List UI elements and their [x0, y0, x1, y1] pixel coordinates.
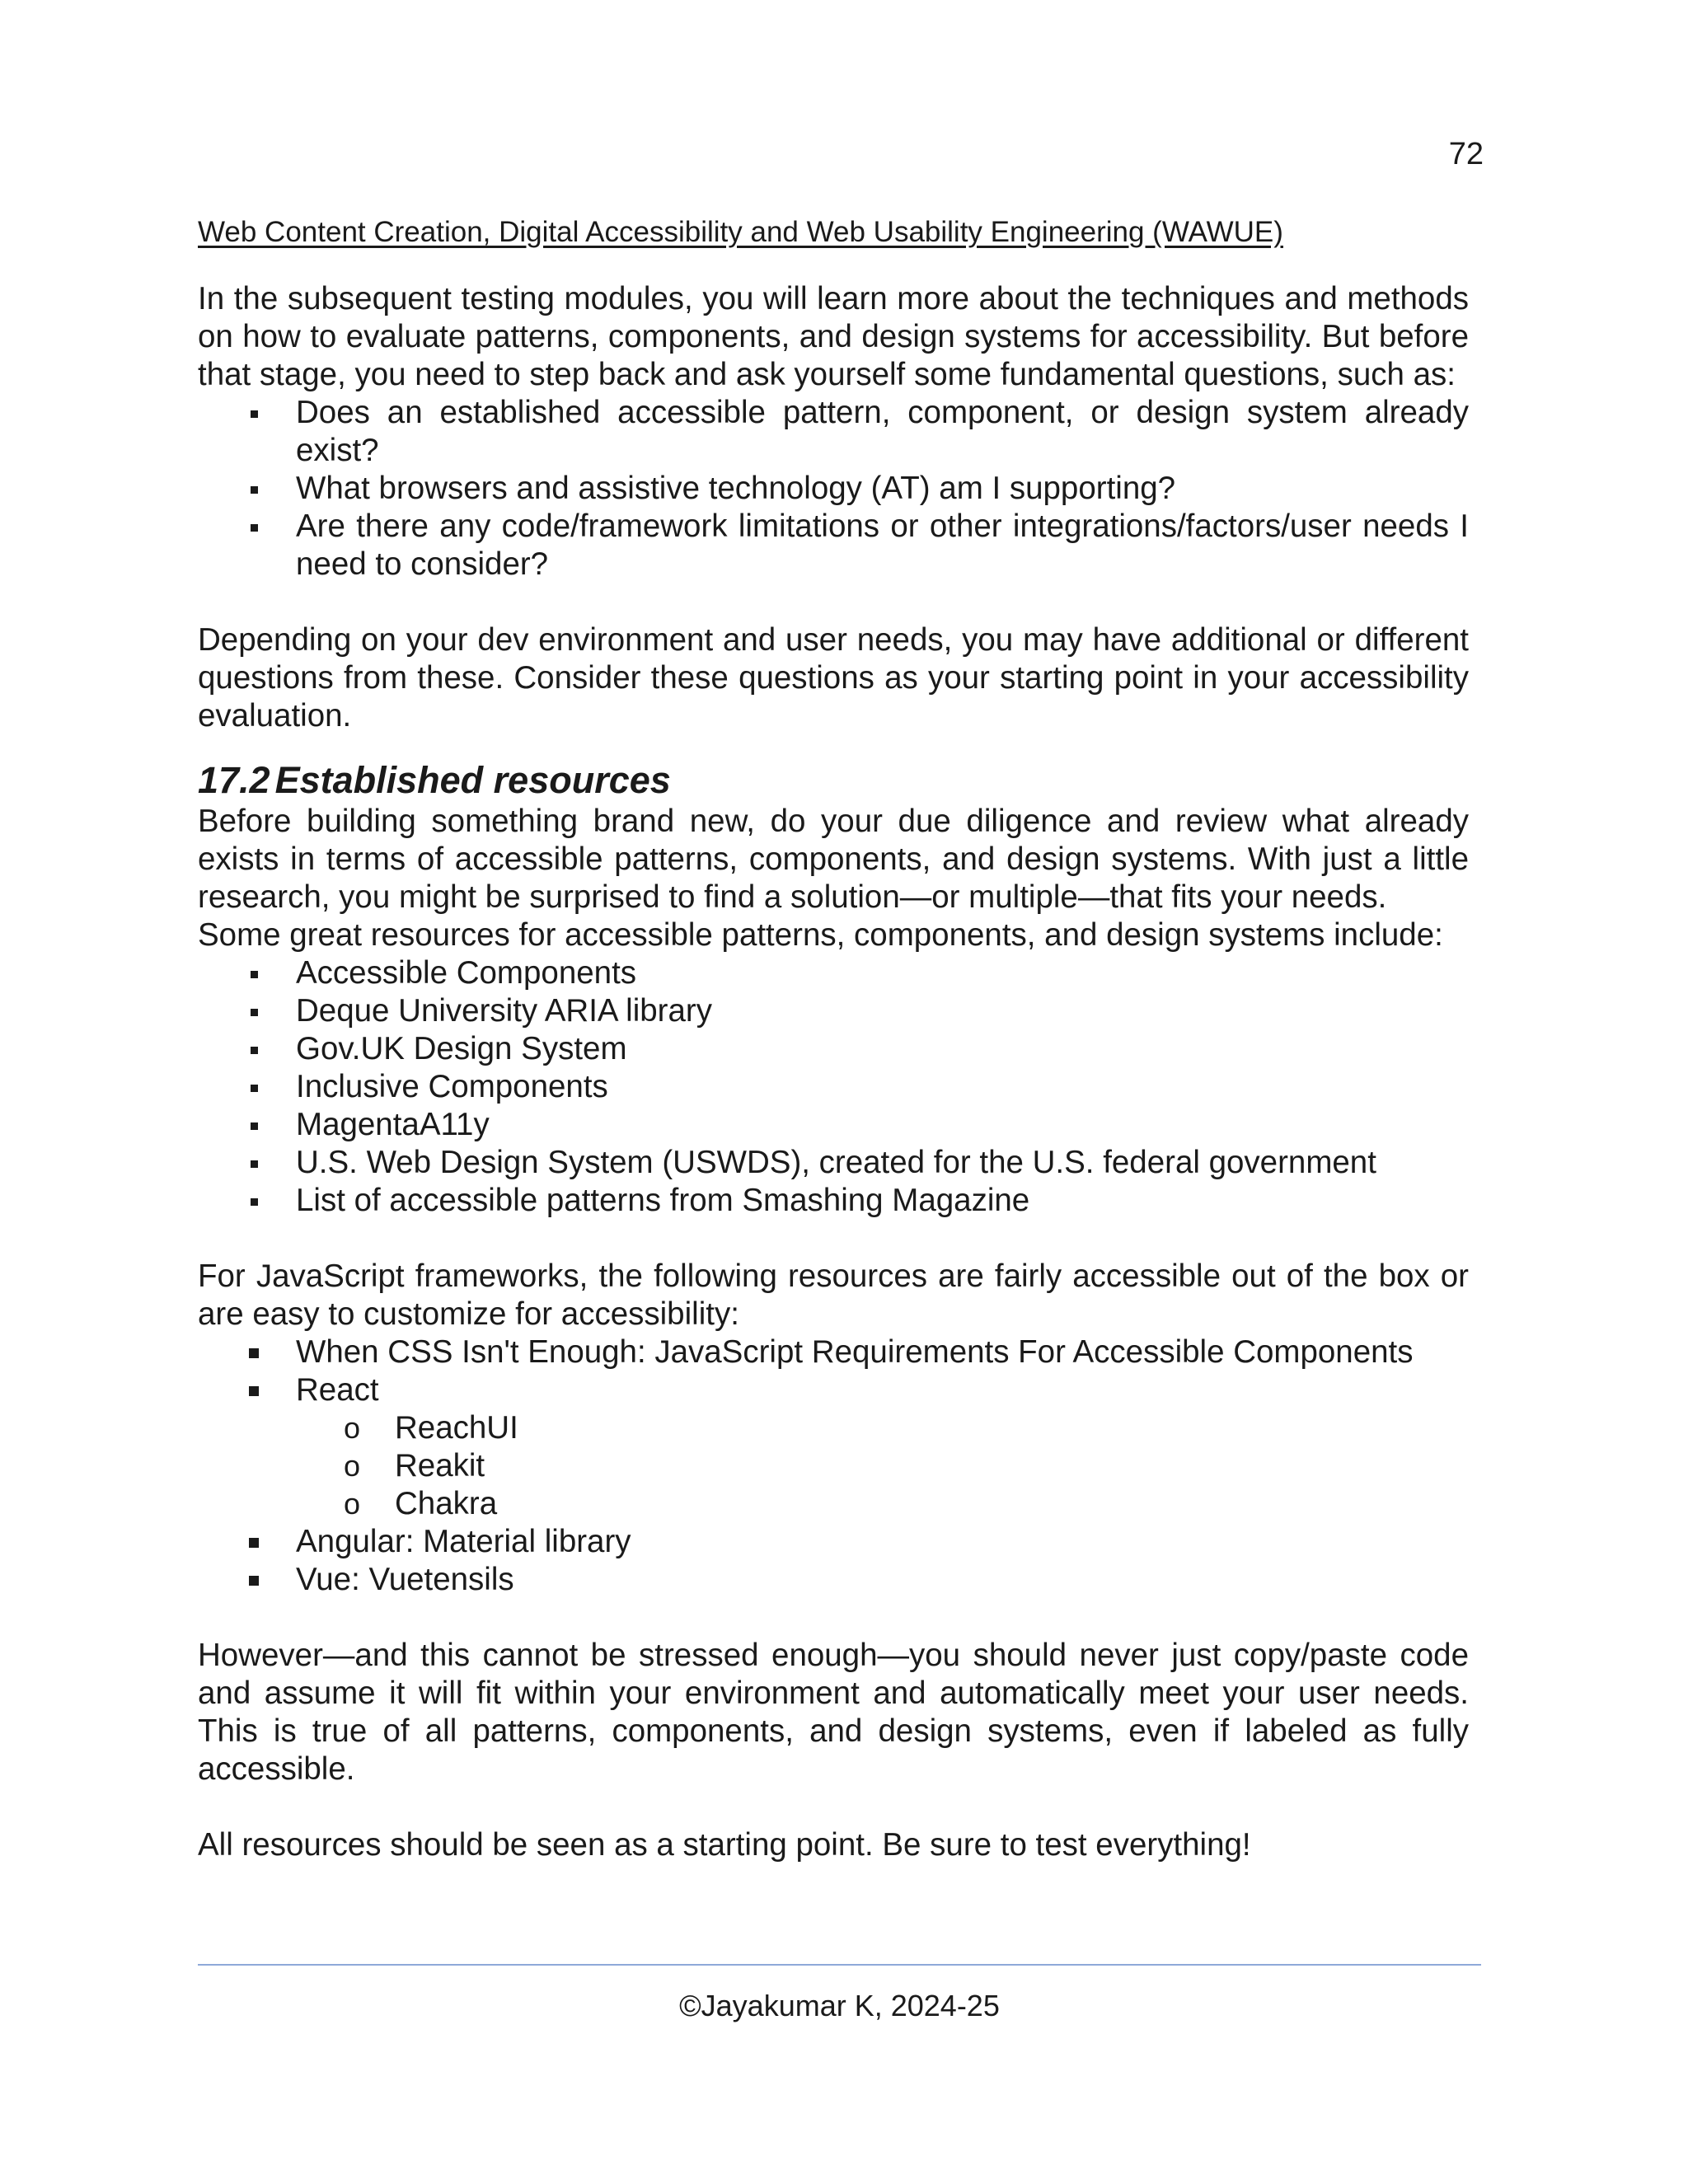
- list-item: Vue: Vuetensils: [198, 1561, 1469, 1599]
- react-sublist: [198, 1409, 1469, 1523]
- footer-copyright: ©Jayakumar K, 2024-25: [679, 1989, 1000, 2022]
- section-title: Established resources: [274, 759, 671, 801]
- sublist-item: o Chakra: [198, 1485, 1469, 1523]
- running-header: Web Content Creation, Digital Accessibility and Web Usability Engineering (WAWUE): [198, 216, 1283, 248]
- list-item: Are there any code/framework limitations or other integrations/factors/user needs I need to consider?: [198, 508, 1469, 583]
- page-content: [198, 280, 1469, 1864]
- resources-intro: Some great resources for accessible patterns, components, and design systems include:: [198, 917, 1443, 953]
- list-item: Does an established accessible pattern, component, or design system already exist?: [198, 394, 1469, 470]
- list-item: Angular: Material library: [198, 1523, 1469, 1561]
- closing-paragraph: All resources should be seen as a starting point. Be sure to test everything!: [198, 1827, 1251, 1863]
- followup-paragraph: Depending on your dev environment and user needs, you may have additional or different questions from these. Consider these questions as your starting point in your accessibility evaluation.: [198, 622, 1469, 733]
- section-heading: [198, 758, 1469, 803]
- list-item: U.S. Web Design System (USWDS), created for the U.S. federal government: [198, 1144, 1469, 1182]
- list-item: Inclusive Components: [198, 1068, 1469, 1106]
- questions-list: [198, 394, 1469, 583]
- list-item-label: React: [296, 1372, 379, 1408]
- sublist-item: o Reakit: [198, 1447, 1469, 1485]
- js-intro-paragraph: For JavaScript frameworks, the following resources are fairly accessible out of the box or are easy to customize for accessibility:: [198, 1258, 1469, 1332]
- caution-paragraph: However—and this cannot be stressed enough—you should never just copy/paste code and assume it will fit within your environment and automatically meet your user needs. This is true of all patterns, components, and design systems, even if labeled as fully accessible.: [198, 1638, 1469, 1787]
- js-resources-list: [198, 1333, 1469, 1599]
- resources-list: [198, 954, 1469, 1220]
- list-item: When CSS Isn't Enough: JavaScript Requirements For Accessible Components: [198, 1333, 1469, 1371]
- list-item: Gov.UK Design System: [198, 1030, 1469, 1068]
- sublist-item: o ReachUI: [198, 1409, 1469, 1447]
- list-item: MagentaA11y: [198, 1106, 1469, 1144]
- footer-divider: [198, 1964, 1481, 1966]
- list-item: Deque University ARIA library: [198, 992, 1469, 1030]
- list-item: What browsers and assistive technology (AT) am I supporting?: [198, 470, 1469, 508]
- section-number: 17.2: [198, 759, 270, 801]
- list-item: List of accessible patterns from Smashing Magazine: [198, 1182, 1469, 1220]
- page-number: 72: [1448, 137, 1484, 171]
- list-item: Accessible Components: [198, 954, 1469, 992]
- section-paragraph: Before building something brand new, do your due diligence and review what already exists in terms of accessible patterns, components, and design systems. With just a little research, you might be surprised to find a solution—or multiple—that fits your needs.: [198, 804, 1469, 915]
- list-item: [198, 1371, 1469, 1523]
- intro-paragraph: In the subsequent testing modules, you will learn more about the techniques and methods on how to evaluate patterns, components, and design systems for accessibility. But before that stage, you need to step back and ask yourself some fundamental questions, such as:: [198, 281, 1469, 392]
